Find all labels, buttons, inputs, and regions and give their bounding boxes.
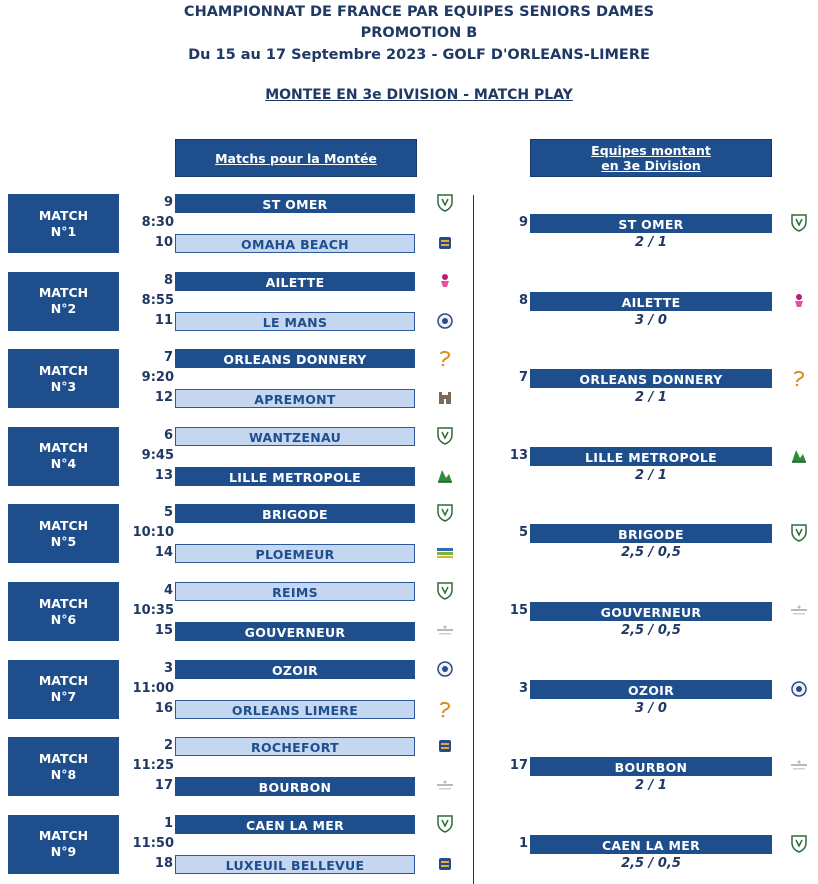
match-score: 2,5 / 0,5 [621,545,681,561]
team-seed: 7 [163,350,173,366]
match-time: 10:35 [132,603,174,618]
match-label: MATCH [38,517,89,533]
winner-seed: 1 [518,835,528,851]
winner-seed: 3 [518,680,528,696]
winner-team-name: ORLEANS DONNERY [530,369,772,388]
match-score: 2 / 1 [635,778,667,794]
match-number: N°1 [50,223,77,239]
winner-team-name: ST OMER [530,214,772,233]
winner-team-name: OZOIR [530,680,772,699]
match-number: N°2 [50,301,77,317]
team-name-bottom: OMAHA BEACH [175,234,415,253]
match-time: 9:45 [141,447,174,463]
text-logo-icon [436,777,454,795]
team-name-bottom: LUXEUIL BELLEVUE [175,855,415,874]
team-seed: 18 [154,855,173,871]
event-dates-venue: Du 15 au 17 Septembre 2023 - GOLF D'ORLEANS-LIMERE [188,47,650,63]
team-seed: 12 [154,390,173,406]
shield-icon [790,524,808,542]
shield-icon [790,835,808,853]
match-label: MATCH [38,750,89,766]
golfer-icon [790,292,808,310]
match-label: MATCH [38,362,89,378]
winner-seed: 17 [509,758,528,774]
match-score: 2 / 1 [635,390,667,406]
crest-icon [436,737,454,755]
team-name-bottom: PLOEMEUR [175,544,415,563]
winner-seed: 7 [518,370,528,386]
winner-seed: 15 [509,603,528,618]
team-name-top: REIMS [175,582,415,601]
team-name-top: CAEN LA MER [175,815,415,834]
shield-icon [790,214,808,232]
match-label-box [8,582,119,641]
match-label-box [8,815,119,874]
team-seed: 2 [163,738,173,754]
match-score: 3 / 0 [635,312,667,328]
match-score: 2,5 / 0,5 [621,623,681,638]
match-number: N°7 [50,689,77,705]
team-name-bottom: ORLEANS LIMERE [175,700,415,719]
match-score: 3 / 0 [635,700,667,716]
team-seed: 17 [154,778,173,794]
round-crest-icon [436,312,454,330]
team-name-bottom: APREMONT [175,389,415,408]
right-column-header [530,139,772,177]
left-column-header-label: Matchs pour la Montée [215,150,377,166]
match-label-box [8,194,119,253]
match-number: N°6 [50,611,77,627]
winner-seed: 8 [518,292,528,308]
match-label: MATCH [38,285,89,301]
team-name-bottom: BOURBON [175,777,415,796]
winner-team-name: CAEN LA MER [530,835,772,854]
match-time: 11:50 [132,835,174,851]
shield-icon [436,815,454,833]
team-name-bottom: GOUVERNEUR [175,622,415,641]
flag-icon [790,447,808,465]
round-crest-icon [790,680,808,698]
shield-icon [436,194,454,212]
team-name-top: AILETTE [175,272,415,291]
text-logo-icon [790,757,808,775]
team-name-top: ROCHEFORT [175,737,415,756]
championship-title: CHAMPIONNAT DE FRANCE PAR EQUIPES SENIORS DAMES [183,4,655,20]
winner-team-name: GOUVERNEUR [530,602,772,621]
team-name-top: ST OMER [175,194,415,213]
match-label: MATCH [38,595,89,611]
team-seed: 8 [163,272,173,288]
team-seed: 14 [154,545,173,561]
match-label: MATCH [38,440,89,456]
match-number: N°8 [50,766,77,782]
match-score: 2 / 1 [635,235,667,250]
swirl-icon [790,369,808,387]
match-label-box [8,427,119,486]
left-column-header [175,139,417,177]
match-label: MATCH [38,207,89,223]
team-seed: 3 [163,660,173,676]
match-label-box [8,349,119,408]
match-number: N°9 [50,844,77,860]
text-logo-icon [790,602,808,620]
match-score: 2,5 / 0,5 [621,855,681,871]
team-seed: 1 [163,815,173,831]
team-name-bottom: LILLE METROPOLE [175,467,415,486]
match-time: 11:00 [132,680,174,696]
team-seed: 11 [154,312,173,328]
column-divider [473,195,474,884]
winner-seed: 9 [518,215,528,230]
winner-team-name: AILETTE [530,292,772,311]
match-label-box [8,660,119,719]
team-name-top: ORLEANS DONNERY [175,349,415,368]
right-column-header-line2: en 3e Division [601,158,701,173]
team-name-top: OZOIR [175,660,415,679]
match-time: 8:30 [141,215,174,230]
team-seed: 15 [154,623,173,638]
crest-icon [436,855,454,873]
winner-team-name: BOURBON [530,757,772,776]
team-seed: 13 [154,467,173,483]
winner-team-name: BRIGODE [530,524,772,543]
match-score: 2 / 1 [635,467,667,483]
team-seed: 6 [163,427,173,443]
team-seed: 4 [163,583,173,598]
match-time: 9:20 [141,370,174,386]
shield-icon [436,504,454,522]
team-seed: 10 [154,235,173,250]
match-label-box [8,504,119,563]
text-logo-icon [436,622,454,640]
round-crest-icon [436,660,454,678]
shield-icon [436,427,454,445]
wave-icon [436,544,454,562]
match-time: 11:25 [132,758,174,774]
page-subtitle: MONTEE EN 3e DIVISION - MATCH PLAY [265,87,573,103]
match-label: MATCH [38,673,89,689]
winner-team-name: LILLE METROPOLE [530,447,772,466]
flag-icon [436,467,454,485]
winner-seed: 5 [518,525,528,541]
team-seed: 9 [163,195,173,210]
team-name-bottom: LE MANS [175,312,415,331]
team-seed: 16 [154,700,173,716]
shield-icon [436,582,454,600]
golfer-icon [436,272,454,290]
match-number: N°5 [50,533,77,549]
team-name-top: WANTZENAU [175,427,415,446]
right-column-header-line1: Equipes montant [591,143,711,158]
swirl-icon [436,700,454,718]
swirl-icon [436,349,454,367]
castle-icon [436,389,454,407]
match-label-box [8,272,119,331]
match-label-box [8,737,119,796]
winner-seed: 13 [509,447,528,463]
team-seed: 5 [163,505,173,521]
match-label: MATCH [38,828,89,844]
match-time: 10:10 [132,525,174,541]
match-time: 8:55 [141,292,174,308]
division-title: PROMOTION B [360,25,478,41]
team-name-top: BRIGODE [175,504,415,523]
crest-icon [436,234,454,252]
match-number: N°4 [50,456,77,472]
match-number: N°3 [50,378,77,394]
